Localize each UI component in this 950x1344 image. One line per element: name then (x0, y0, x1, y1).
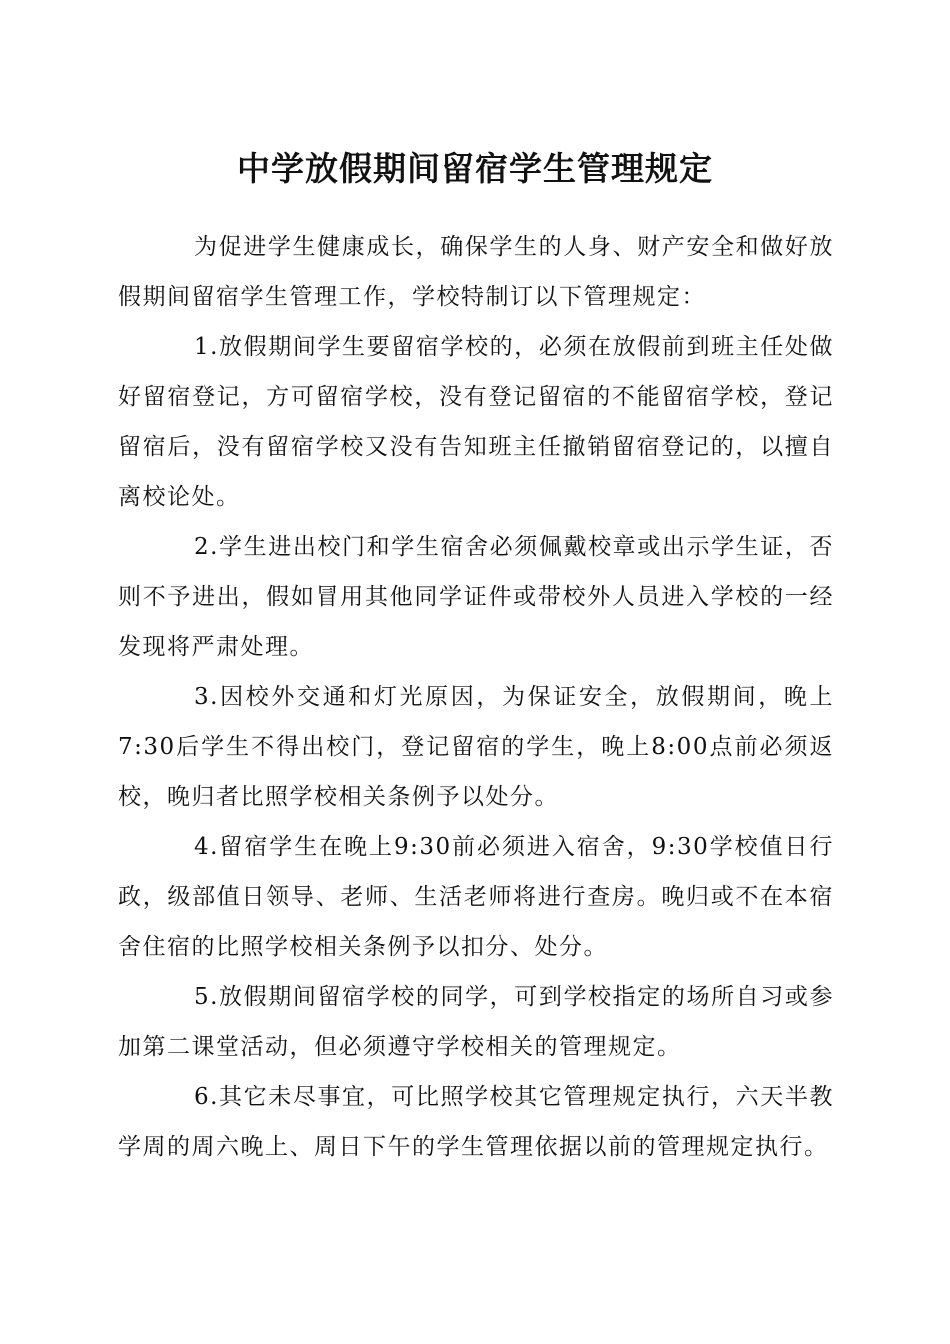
paragraph-intro: 为促进学生健康成长，确保学生的人身、财产安全和做好放假期间留宿学生管理工作，学校特制订以下管理规定： (118, 234, 834, 310)
paragraph-rule-5: 5.放假期间留宿学校的同学，可到学校指定的场所自习或参加第二课堂活动，但必须遵守学校相关的管理规定。 (118, 984, 834, 1060)
paragraph-rule-3: 3.因校外交通和灯光原因，为保证安全，放假期间，晚上7:30后学生不得出校门，登记留宿的学生，晚上8:00点前必须返校，晚归者比照学校相关条例予以处分。 (118, 684, 834, 810)
paragraph-rule-4: 4.留宿学生在晚上9:30前必须进入宿舍，9:30学校值日行政，级部值日领导、老师、生活老师将进行查房。晚归或不在本宿舍住宿的比照学校相关条例予以扣分、处分。 (118, 834, 834, 960)
document-body (118, 222, 834, 1172)
paragraph-rule-6: 6.其它未尽事宜，可比照学校其它管理规定执行，六天半教学周的周六晚上、周日下午的学生管理依据以前的管理规定执行。 (118, 1084, 834, 1160)
paragraph-rule-1: 1.放假期间学生要留宿学校的，必须在放假前到班主任处做好留宿登记，方可留宿学校，没有登记留宿的不能留宿学校，登记留宿后，没有留宿学校又没有告知班主任撤销留宿登记的，以擅自离校论处。 (118, 334, 834, 510)
document-title: 中学放假期间留宿学生管理规定 (237, 149, 713, 188)
paragraph-rule-2: 2.学生进出校门和学生宿舍必须佩戴校章或出示学生证，否则不予进出，假如冒用其他同学证件或带校外人员进入学校的一经发现将严肃处理。 (118, 534, 834, 660)
